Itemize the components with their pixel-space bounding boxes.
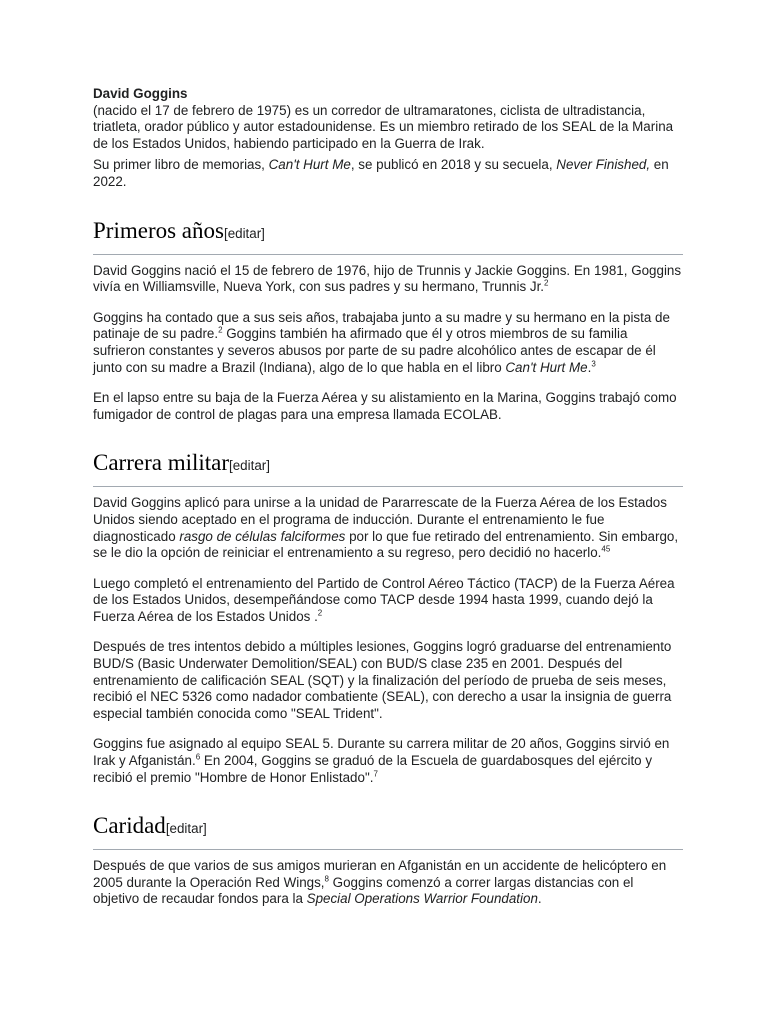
paragraph: David Goggins nació el 15 de febrero de 1976, hijo de Trunnis y Jackie Goggins. En 1981, Goggins vivía en Williamsville, Nueva York, con sus padres y su hermano, Trunnis Jr.$^2$ [93, 262, 682, 295]
edit-link[interactable]: [editar] [223, 225, 265, 241]
section-heading: Caridad[editar] [93, 813, 683, 850]
reference[interactable]: 2 [317, 608, 323, 618]
intro [93, 86, 683, 191]
section-carrera-militar [93, 450, 683, 786]
book-title: Can't Hurt Me [505, 359, 588, 375]
reference[interactable]: 6 [195, 752, 201, 762]
paragraph: En el lapso entre su baja de la Fuerza Aérea y su alistamiento en la Marina, Goggins trabajó como fumigador de control de plagas para una empresa llamada ECOLAB. [93, 390, 677, 422]
reference[interactable]: 8 [324, 874, 329, 884]
paragraph: Goggins ha contado que a sus seis años, trabajaba junto a su madre y su hermano en la pista de patinaje de su padre.$^2$ Goggins también ha afirmado que él y otros miembros de su familia sufrieron constantes y severos abusos por parte de su padre alcohólico antes de escapar de él junto con su madre a Brazil (Indiana), algo de lo que habla en el libro Can't Hurt Me.$^3$ [93, 309, 670, 375]
reference[interactable]: 7 [373, 769, 378, 779]
paragraph: Luego completó el entrenamiento del Partido de Control Aéreo Táctico (TACP) de la Fuerza Aérea de los Estados Unidos, desempeñándose como TACP desde 1994 hasta 1999, cuando dejó la Fuerza Aérea de los Estados Unidos .$^2$ [93, 575, 675, 624]
reference[interactable]: 3 [591, 359, 596, 369]
book-title: Can't Hurt Me [268, 157, 351, 173]
emphasis: rasgo de células falciformes [179, 528, 346, 544]
intro-name: David Goggins [93, 86, 188, 101]
paragraph: David Goggins aplicó para unirse a la unidad de Pararrescate de la Fuerza Aérea de los Estados Unidos siendo aceptado en el programa de inducción. Durante el entrenamiento le fue diagnosticado rasgo de células falciformes por lo que fue retirado del entrenamiento. Sin embargo, se le dio la opción de reiniciar el entrenamiento a su regreso, pero decidió no hacerlo.$^{45}$ [93, 495, 679, 561]
emphasis: Special Operations Warrior Foundation [306, 891, 538, 907]
paragraph: Después de tres intentos debido a múltiples lesiones, Goggins logró graduarse del entrenamiento BUD/S (Basic Underwater Demolition/SEAL) con BUD/S clase 235 en 2001. Después del entrenamiento de calificación SEAL (SQT) y la finalización del período de prueba de seis meses, recibió el NEC 5326 como nadador combatiente (SEAL), con derecho a usar la insignia de guerra especial también conocida como "SEAL Trident". [93, 639, 672, 721]
book-title: Never Finished, [556, 157, 651, 173]
reference[interactable]: 2 [544, 278, 549, 288]
intro-text: (nacido el 17 de febrero de 1975) es un corredor de ultramaratones, ciclista de ultradistancia, triatleta, orador público y autor estadounidense. Es un miembro retirado de los SEAL de la Marina de los Estados Unidos, habiendo participado en la Guerra de Irak. [93, 102, 674, 151]
section-heading: Carrera militar[editar] [93, 450, 683, 487]
section-heading: Primeros años[editar] [93, 218, 683, 255]
paragraph: Después de que varios de sus amigos murieran en Afganistán en un accidente de helicóptero en 2005 durante la Operación Red Wings,$^8$ Goggins comenzó a correr largas distancias con el objetivo de recaudar fondos para la Special Operations Warrior Foundation. [93, 858, 667, 907]
intro-books: Su primer libro de memorias, Can't Hurt Me, se publicó en 2018 y su secuela, Never Finished, en 2022. [93, 157, 669, 189]
edit-link[interactable]: [editar] [229, 458, 270, 474]
reference[interactable]: 2 [218, 325, 223, 335]
article [93, 86, 683, 908]
paragraph: Goggins fue asignado al equipo SEAL 5. Durante su carrera militar de 20 años, Goggins sirvió en Irak y Afganistán.$^6$ En 2004, Goggins se graduó de la Escuela de guardabosques del ejército y recibió el premio "Hombre de Honor Enlistado".$^7$ [93, 736, 670, 785]
edit-link[interactable]: [editar] [165, 821, 207, 837]
section-primeros-anos [93, 218, 683, 424]
reference[interactable]: 45 [601, 544, 611, 554]
section-caridad [93, 813, 683, 908]
